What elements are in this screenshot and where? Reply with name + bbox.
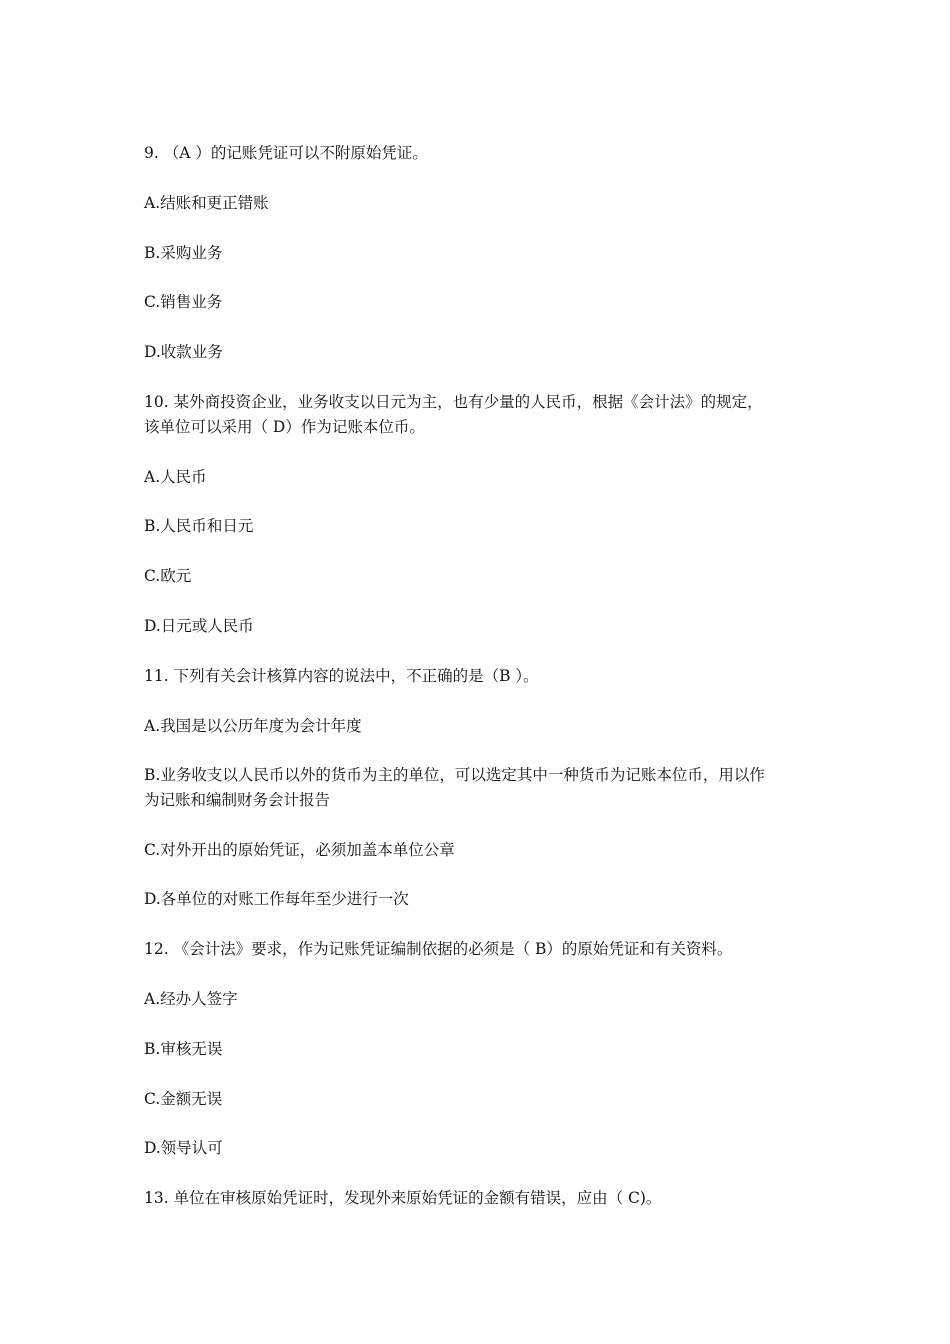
question-9-option-c: C.销售业务 [144,293,223,311]
question-10-option-d: D.日元或人民币 [144,617,254,635]
question-12-option-b: B.审核无误 [144,1040,223,1058]
question-13-stem: 13. 单位在审核原始凭证时，发现外来原始凭证的金额有错误，应由（ C)。 [144,1189,662,1207]
question-11-option-d: D.各单位的对账工作每年至少进行一次 [144,890,409,908]
question-9-option-b: B.采购业务 [144,244,223,262]
question-10-stem-line-1: 10. 某外商投资企业，业务收支以日元为主，也有少量的人民币，根据《会计法》的规定， [144,393,763,411]
question-10-option-c: C.欧元 [144,567,192,585]
question-12-stem: 12. 《会计法》要求，作为记账凭证编制依据的必须是（ B）的原始凭证和有关资料。 [144,940,733,958]
question-9-stem: 9. （A ）的记账凭证可以不附原始凭证。 [144,144,428,162]
question-11-option-c: C.对外开出的原始凭证，必须加盖本单位公章 [144,841,455,859]
question-11-option-a: A.我国是以公历年度为会计年度 [144,717,362,735]
question-11-stem: 11. 下列有关会计核算内容的说法中，不正确的是（B ）。 [144,667,539,685]
question-10-option-b: B.人民币和日元 [144,517,254,535]
question-12-option-d: D.领导认可 [144,1139,223,1157]
question-12-option-a: A.经办人签字 [144,990,238,1008]
question-10-stem-line-2: 该单位可以采用（ D）作为记账本位币。 [144,418,425,436]
question-11-option-b-line-1: B.业务收支以人民币以外的货币为主的单位，可以选定其中一种货币为记账本位币，用以作 [144,766,765,784]
question-11-option-b-line-2: 为记账和编制财务会计报告 [144,791,331,809]
question-12-option-c: C.金额无误 [144,1090,223,1108]
question-10-option-a: A.人民币 [144,468,207,486]
question-9-option-d: D.收款业务 [144,343,223,361]
question-9-option-a: A.结账和更正错账 [144,194,269,212]
